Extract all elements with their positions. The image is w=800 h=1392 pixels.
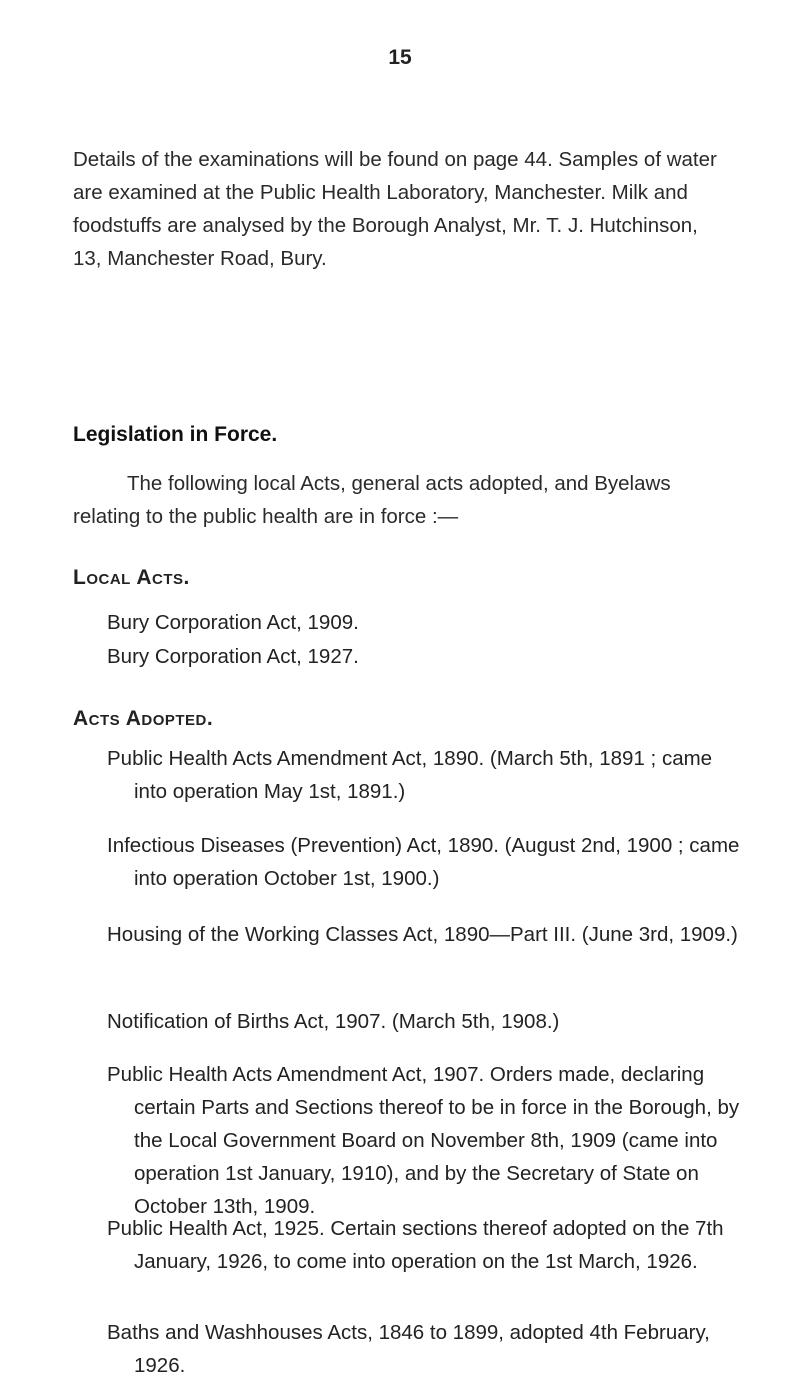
intro-paragraph: Details of the examinations will be found on page 44. Samples of water are examined at the Public Health Laboratory, Manchester. Milk and foodstuffs are analysed by the Borough Analyst, Mr. T. J. Hutchinson, 13, Manchester Road, Bury. <box>73 148 717 270</box>
local-act-item: Bury Corporation Act, 1909. <box>107 611 359 634</box>
legislation-heading: Legislation in Force. <box>73 423 278 446</box>
adopted-act-item: Infectious Diseases (Prevention) Act, 1890. (August 2nd, 1900 ; came into operation October 1st, 1900.) <box>107 834 740 890</box>
acts-adopted-heading: Acts Adopted. <box>73 707 214 730</box>
adopted-act-item: Public Health Act, 1925. Certain sections thereof adopted on the 7th January, 1926, to come into operation on the 1st March, 1926. <box>107 1217 724 1273</box>
adopted-act-item: Housing of the Working Classes Act, 1890—Part III. (June 3rd, 1909.) <box>107 923 738 946</box>
legislation-intro: The following local Acts, general acts adopted, and Byelaws relating to the public health are in force :— <box>73 472 671 528</box>
adopted-act-item: Public Health Acts Amendment Act, 1890. (March 5th, 1891 ; came into operation May 1st, 1891.) <box>107 747 713 803</box>
page-number: 15 <box>388 46 412 69</box>
adopted-act-item: Notification of Births Act, 1907. (March 5th, 1908.) <box>107 1010 560 1033</box>
local-acts-heading: Local Acts. <box>73 566 190 589</box>
adopted-act-item: Public Health Acts Amendment Act, 1907. Orders made, declaring certain Parts and Sections thereof to be in force in the Borough, by the Local Government Board on November 8th, 1909 (came into operation 1st January, 1910), and by the Secretary of State on October 13th, 1909. <box>107 1063 740 1218</box>
adopted-act-item: Baths and Washhouses Acts, 1846 to 1899, adopted 4th February, 1926. <box>107 1321 710 1377</box>
local-act-item: Bury Corporation Act, 1927. <box>107 645 359 668</box>
